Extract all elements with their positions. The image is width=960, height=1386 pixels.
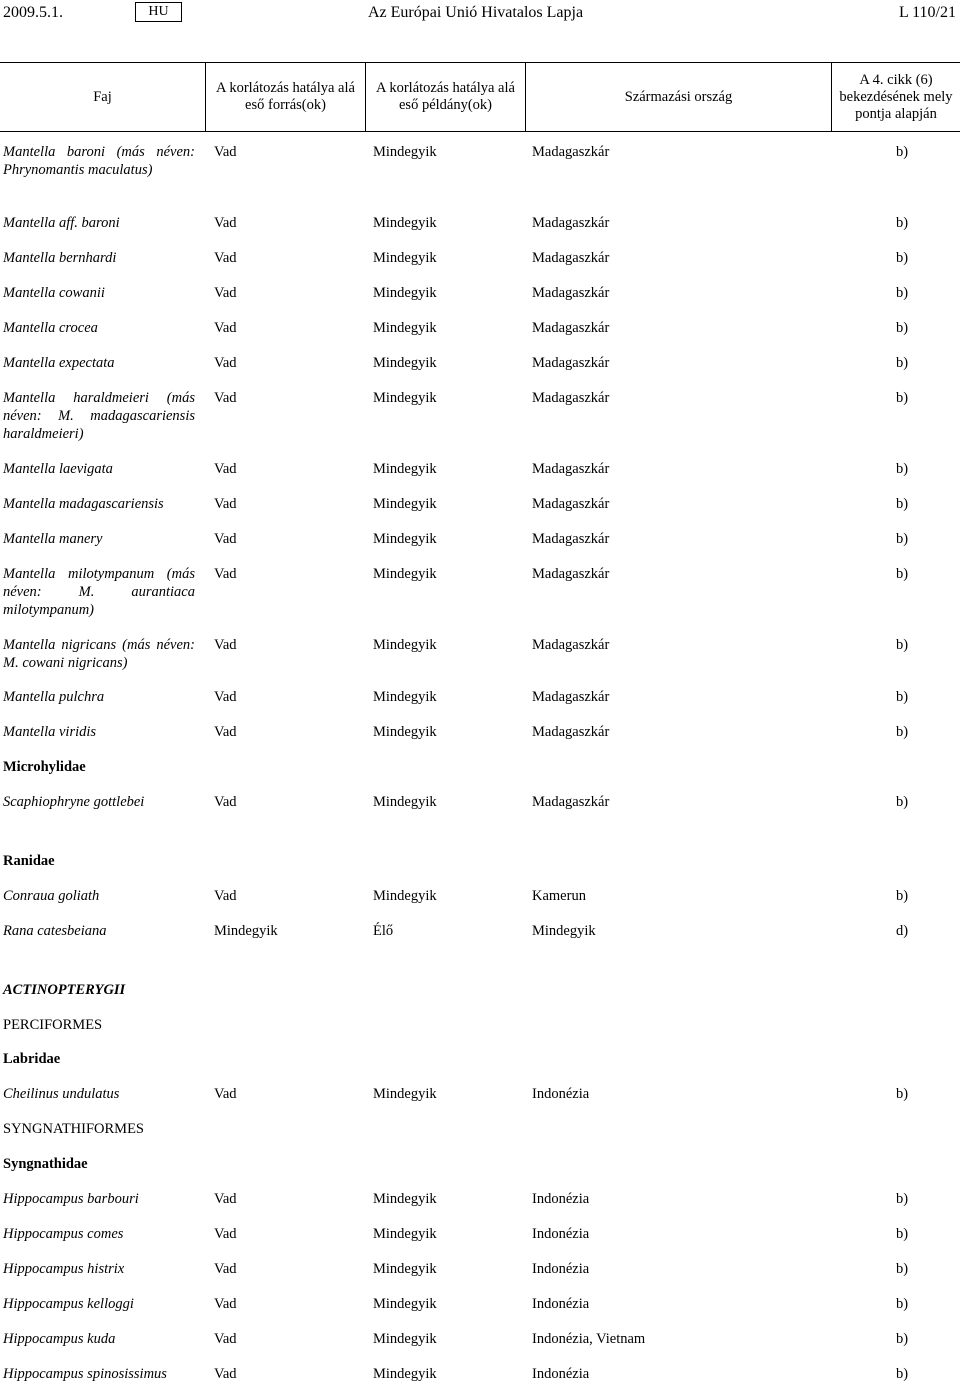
- species-name: Mantella cowanii: [3, 285, 105, 301]
- header-page-reference: L 110/21: [898, 4, 956, 21]
- origin-cell: Kamerun: [532, 888, 586, 904]
- source-cell: Vad: [214, 566, 237, 582]
- origin-cell: Madagaszkár: [532, 390, 610, 406]
- class-name: ACTINOPTERYGII: [3, 982, 126, 998]
- basis-cell: b): [896, 531, 909, 547]
- specimen-cell: Mindegyik: [373, 1331, 437, 1347]
- specimen-cell: Mindegyik: [373, 794, 437, 810]
- species-name: Mantella laevigata: [3, 461, 113, 477]
- family-name: Syngnathidae: [3, 1156, 88, 1172]
- origin-cell: Madagaszkár: [532, 496, 610, 512]
- page-header: [0, 0, 960, 30]
- origin-cell: Madagaszkár: [532, 724, 610, 740]
- species-name: Mantella madagascariensis: [3, 496, 164, 512]
- source-cell: Vad: [214, 496, 237, 512]
- species-name: Mantella pulchra: [3, 689, 105, 705]
- specimen-cell: Mindegyik: [373, 461, 437, 477]
- origin-cell: Indonézia: [532, 1296, 590, 1312]
- specimen-cell: Mindegyik: [373, 1226, 437, 1242]
- basis-cell: d): [896, 923, 909, 939]
- origin-cell: Indonézia: [532, 1261, 590, 1277]
- header-journal-title: Az Európai Unió Hivatalos Lapja: [368, 4, 584, 21]
- basis-cell: b): [896, 496, 909, 512]
- specimen-cell: Mindegyik: [373, 566, 437, 582]
- family-name: Labridae: [3, 1051, 61, 1067]
- species-name: Hippocampus histrix: [3, 1261, 125, 1277]
- specimen-cell: Mindegyik: [373, 320, 437, 336]
- origin-cell: Madagaszkár: [532, 215, 610, 231]
- basis-cell: b): [896, 285, 909, 301]
- basis-cell: b): [896, 1226, 909, 1242]
- species-name: Rana catesbeiana: [3, 923, 107, 939]
- specimen-cell: Élő: [373, 923, 394, 939]
- species-name: Mantella milotympanum (más néven: M. aurantiaca milotympanum): [3, 566, 195, 618]
- source-cell: Vad: [214, 144, 237, 160]
- specimen-cell: Mindegyik: [373, 250, 437, 266]
- basis-cell: b): [896, 144, 909, 160]
- order-name: SYNGNATHIFORMES: [3, 1121, 144, 1137]
- species-name: Conraua goliath: [3, 888, 100, 904]
- specimen-cell: Mindegyik: [373, 390, 437, 406]
- origin-cell: Madagaszkár: [532, 285, 610, 301]
- source-cell: Mindegyik: [214, 923, 278, 939]
- species-name: Hippocampus spinosissimus: [3, 1366, 167, 1382]
- source-cell: Vad: [214, 285, 237, 301]
- order-name: PERCIFORMES: [3, 1017, 103, 1033]
- origin-cell: Indonézia: [532, 1086, 590, 1102]
- species-name: Hippocampus kuda: [3, 1331, 116, 1347]
- specimen-cell: Mindegyik: [373, 1261, 437, 1277]
- origin-cell: Indonézia: [532, 1226, 590, 1242]
- specimen-cell: Mindegyik: [373, 888, 437, 904]
- source-cell: Vad: [214, 1366, 237, 1382]
- origin-cell: Madagaszkár: [532, 637, 610, 653]
- source-cell: Vad: [214, 355, 237, 371]
- source-cell: Vad: [214, 794, 237, 810]
- column-header-species: Faj: [93, 88, 112, 105]
- source-cell: Vad: [214, 724, 237, 740]
- basis-cell: b): [896, 1261, 909, 1277]
- basis-cell: b): [896, 355, 909, 371]
- species-name: Mantella nigricans (más néven: M. cowani nigricans): [3, 637, 195, 671]
- basis-cell: b): [896, 320, 909, 336]
- source-cell: Vad: [214, 689, 237, 705]
- source-cell: Vad: [214, 888, 237, 904]
- source-cell: Vad: [214, 215, 237, 231]
- origin-cell: Madagaszkár: [532, 566, 610, 582]
- specimen-cell: Mindegyik: [373, 1191, 437, 1207]
- species-name: Hippocampus barbouri: [3, 1191, 139, 1207]
- header-date: 2009.5.1.: [3, 4, 63, 21]
- column-header-basis: A 4. cikk (6) bekezdésének mely pontja alapján: [839, 71, 953, 122]
- species-name: Mantella baroni (más néven: Phrynomantis maculatus): [3, 144, 195, 178]
- basis-cell: b): [896, 1086, 909, 1102]
- source-cell: Vad: [214, 1191, 237, 1207]
- basis-cell: b): [896, 566, 909, 582]
- source-cell: Vad: [214, 1226, 237, 1242]
- specimen-cell: Mindegyik: [373, 724, 437, 740]
- species-name: Mantella crocea: [3, 320, 98, 336]
- specimen-cell: Mindegyik: [373, 637, 437, 653]
- source-cell: Vad: [214, 637, 237, 653]
- basis-cell: b): [896, 250, 909, 266]
- source-cell: Vad: [214, 531, 237, 547]
- source-cell: Vad: [214, 1261, 237, 1277]
- species-name: Mantella viridis: [3, 724, 97, 740]
- basis-cell: b): [896, 888, 909, 904]
- specimen-cell: Mindegyik: [373, 144, 437, 160]
- column-header-specimen: A korlátozás hatálya alá eső példány(ok): [376, 80, 515, 113]
- origin-cell: Indonézia: [532, 1191, 590, 1207]
- source-cell: Vad: [214, 1296, 237, 1312]
- species-name: Mantella manery: [3, 531, 103, 547]
- basis-cell: b): [896, 637, 909, 653]
- species-name: Mantella aff. baroni: [3, 215, 120, 231]
- basis-cell: b): [896, 461, 909, 477]
- origin-cell: Madagaszkár: [532, 689, 610, 705]
- specimen-cell: Mindegyik: [373, 1366, 437, 1382]
- origin-cell: Madagaszkár: [532, 461, 610, 477]
- origin-cell: Madagaszkár: [532, 531, 610, 547]
- specimen-cell: Mindegyik: [373, 1086, 437, 1102]
- basis-cell: b): [896, 794, 909, 810]
- origin-cell: Madagaszkár: [532, 355, 610, 371]
- basis-cell: b): [896, 1331, 909, 1347]
- basis-cell: b): [896, 390, 909, 406]
- header-language-badge: HU: [135, 2, 182, 22]
- table-header: [0, 62, 960, 132]
- origin-cell: Madagaszkár: [532, 794, 610, 810]
- species-name: Hippocampus kelloggi: [3, 1296, 134, 1312]
- species-name: Mantella expectata: [3, 355, 115, 371]
- species-name: Scaphiophryne gottlebei: [3, 794, 145, 810]
- basis-cell: b): [896, 1366, 909, 1382]
- specimen-cell: Mindegyik: [373, 531, 437, 547]
- basis-cell: b): [896, 724, 909, 740]
- origin-cell: Madagaszkár: [532, 320, 610, 336]
- source-cell: Vad: [214, 320, 237, 336]
- origin-cell: Indonézia, Vietnam: [532, 1331, 646, 1347]
- specimen-cell: Mindegyik: [373, 215, 437, 231]
- species-name: Cheilinus undulatus: [3, 1086, 120, 1102]
- source-cell: Vad: [214, 461, 237, 477]
- specimen-cell: Mindegyik: [373, 355, 437, 371]
- family-name: Microhylidae: [3, 759, 86, 775]
- specimen-cell: Mindegyik: [373, 496, 437, 512]
- specimen-cell: Mindegyik: [373, 1296, 437, 1312]
- basis-cell: b): [896, 1191, 909, 1207]
- origin-cell: Madagaszkár: [532, 144, 610, 160]
- column-header-source: A korlátozás hatálya alá eső forrás(ok): [216, 80, 355, 113]
- column-header-origin: Származási ország: [624, 88, 733, 105]
- source-cell: Vad: [214, 250, 237, 266]
- species-name: Mantella bernhardi: [3, 250, 117, 266]
- basis-cell: b): [896, 1296, 909, 1312]
- source-cell: Vad: [214, 1331, 237, 1347]
- origin-cell: Mindegyik: [532, 923, 596, 939]
- origin-cell: Indonézia: [532, 1366, 590, 1382]
- family-name: Ranidae: [3, 853, 55, 869]
- basis-cell: b): [896, 689, 909, 705]
- specimen-cell: Mindegyik: [373, 689, 437, 705]
- origin-cell: Madagaszkár: [532, 250, 610, 266]
- species-name: Mantella haraldmeieri (más néven: M. madagascariensis haraldmeieri): [3, 390, 195, 442]
- source-cell: Vad: [214, 1086, 237, 1102]
- specimen-cell: Mindegyik: [373, 285, 437, 301]
- species-name: Hippocampus comes: [3, 1226, 124, 1242]
- basis-cell: b): [896, 215, 909, 231]
- source-cell: Vad: [214, 390, 237, 406]
